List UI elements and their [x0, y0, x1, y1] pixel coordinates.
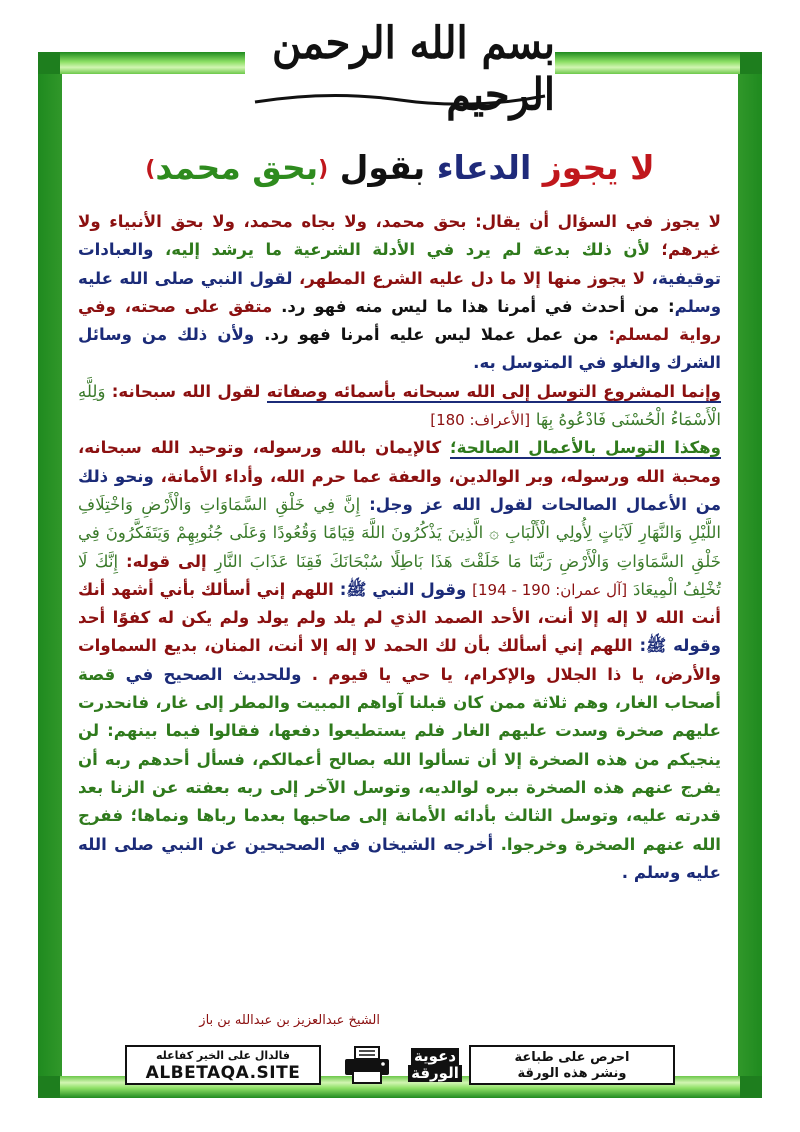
- body-text-underlined: وإنما المشروع التوسل إلى الله سبحانه بأسمائه وصفاته: [266, 381, 721, 401]
- site-logo: [407, 1045, 463, 1085]
- title-word: لا: [630, 148, 655, 187]
- paragraph: [78, 434, 721, 887]
- author-attribution: الشيخ عبدالعزيز بن عبدالله بن باز: [199, 1013, 380, 1028]
- frame-corner: [740, 52, 762, 74]
- title-word: بقول: [339, 148, 426, 187]
- body-text: ونحو ذلك من الأعمال الصالحات لقول الله عز وجل:: [78, 466, 721, 514]
- printer-icon: [337, 1045, 397, 1085]
- print-notice-line: ونشر هذه الورقة: [517, 1066, 627, 1081]
- body-text: وقوله ﷺ:: [639, 636, 721, 656]
- hadith-text: : من أحدث في أمرنا هذا ما ليس منه فهو رد.: [281, 296, 675, 316]
- calligraphy-swash-icon: [250, 88, 550, 108]
- hadith-text: اللهم إني أسألك بأني أشهد أنك أنت الله لا إله إلا أنت، الأحد الصمد الذي لم يلد ولم يولد ولم يكن له كفوًا أحد: [78, 579, 721, 628]
- paragraph: [78, 208, 721, 378]
- logo-text: الورقة: [408, 1065, 462, 1082]
- site-box: [125, 1045, 321, 1085]
- logo-text: دعوية: [411, 1048, 459, 1065]
- title-word: الدعاء: [436, 148, 532, 187]
- body-text: متفق على صحته، وفي رواية لمسلم:: [78, 296, 722, 345]
- body-text: وقول النبي ﷺ:: [339, 579, 467, 599]
- print-notice-line: احرص على طباعة: [514, 1050, 630, 1065]
- frame-corner: [740, 1076, 762, 1098]
- body-text: كالإيمان بالله ورسوله، وتوحيد الله سبحانه، ومحبة الله ورسوله، وبر الوالدين، والعفة عما حرم الله، وأداء الأمانة،: [78, 438, 721, 486]
- site-slogan: فالدال على الخير كفاعله: [155, 1049, 291, 1062]
- footer-bar: [125, 1045, 675, 1087]
- story-text: قصة أصحاب الغار، وهم ثلاثة ممن كان قبلنا آواهم المبيت والمطر إلى غار، فانحدرت عليهم صخرة وسدت عليهم الغار فلم يستطيعوا دفعها، فقالوا فيما بينهم: لن ينجيكم من هذه الصخرة إلا أن تسألوا الله بصالح أعمالكم، فسأل أحدهم ربه أن يفرج عنهم هذه الصخرة ببره لوالديه، وتوسل الآخر إلى ربه بعفته عن الزنا بعد قدرته عليه، وتوسل الثالث بأدائه الأمانة إلى صاحبها بعدما رباها ونماها؛ ففرج الله عنهم الصخرة وخرجوا.: [78, 664, 721, 854]
- basmala-calligraphy: بسم الله الرحمن الرحيم: [272, 17, 555, 121]
- frame-corner: [38, 1076, 60, 1098]
- body-text-underlined: وهكذا التوسل بالأعمال الصالحة؛: [450, 438, 721, 458]
- paragraph: [78, 378, 721, 435]
- article-body: [78, 208, 721, 1048]
- quran-verse: إِنَّكَ لَا تُخْلِفُ الْمِيعَادَ: [78, 551, 721, 599]
- body-text: لا يجوز في السؤال أن يقال: بحق محمد، ولا بجاه محمد، ولا بحق الأنبياء ولا غيرهم؛: [78, 212, 722, 260]
- verse-reference: [آل عمران: 190 - 194]: [472, 580, 628, 599]
- site-url-link[interactable]: ALBETAQA.SITE: [145, 1063, 301, 1083]
- body-text: لقول النبي صلى الله عليه وسلم: [78, 268, 722, 316]
- body-text: لا يجوز منها إلا ما دل عليه الشرع المطهر،: [298, 268, 646, 288]
- quran-verse: إِنَّ فِي خَلْقِ السَّمَاوَاتِ وَالْأَرْضِ وَاخْتِلَافِ اللَّيْلِ وَالنَّهَارِ لَآيَاتٍ لِأُولِي الْأَلْبَابِ ۞ الَّذِينَ يَذْكُرُونَ اللَّهَ قِيَامًا وَقُعُودًا وَعَلَى جُنُوبِهِمْ وَيَتَفَكَّرُونَ فِي خَلْقِ السَّمَاوَاتِ وَالْأَرْضِ رَبَّنَا مَا خَلَقْتَ هَذَا بَاطِلًا سُبْحَانَكَ فَقِنَا عَذَابَ النَّارِ: [78, 494, 721, 571]
- title-word: يجوز: [542, 148, 619, 187]
- verse-reference: [الأعراف: 180]: [430, 411, 531, 430]
- body-text: ولأن ذلك من وسائل الشرك والغلو في المتوسل به.: [78, 325, 721, 373]
- title-highlight: بحق محمد: [155, 148, 319, 187]
- body-text: والعبادات توقيفية،: [78, 240, 721, 288]
- body-text: لأن ذلك بدعة لم يرد في الأدلة الشرعية ما يرشد إليه،: [164, 240, 650, 260]
- page-title: لا يجوز الدعاء بقول (بحق محمد): [145, 148, 655, 187]
- body-text: لقول الله سبحانه:: [111, 381, 261, 401]
- quran-verse: وَلِلَّهِ الْأَسْمَاءُ الْحُسْنَى فَادْعُوهُ بِهَا: [78, 381, 721, 430]
- body-text: إلى قوله:: [125, 551, 207, 571]
- frame-corner: [38, 52, 60, 74]
- body-text: أخرجه الشيخان في الصحيحين عن النبي صلى الله عليه وسلم .: [78, 834, 721, 882]
- body-text: وللحديث الصحيح في: [125, 664, 302, 684]
- hadith-text: من عمل عملا ليس عليه أمرنا فهو رد.: [264, 325, 599, 345]
- hadith-text: اللهم إني أسألك بأن لك الحمد لا إله إلا أنت، المنان، بديع السماوات والأرض، يا ذا الجلال والإكرام، يا حي يا قيوم .: [78, 636, 722, 684]
- print-notice-box: [469, 1045, 675, 1085]
